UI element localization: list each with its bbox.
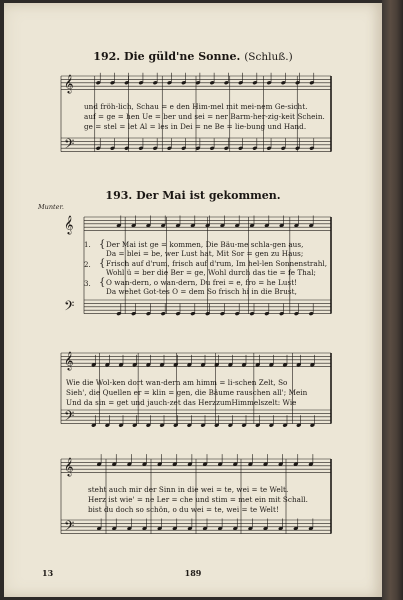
hymn-193-lyric-line: Wie die Wol-ken dort wan-dern am himm = li-schen Zelt, So bbox=[66, 378, 288, 387]
hymn-193-verse-line: Wohl ü = ber die Ber = ge, Wohl durch das tie = fe Thal; bbox=[106, 268, 317, 277]
hymn-193-verse-line: Frisch auf d'rum, frisch auf d'rum, Im hel-len Sonnenstrahl, bbox=[106, 259, 328, 268]
hymn-193-title: Der Mai ist gekommen. bbox=[136, 189, 281, 202]
hymn-192-heading bbox=[4, 50, 382, 63]
hymn-192-lyric-line: und fröh-lich, Schau = e den Him-mel mit mei-nem Ge-sicht. bbox=[84, 102, 308, 111]
hymn-193-lyric-line: Sieh', die Quellen er = klin = gen, die Bäume rauschen all'; Mein bbox=[66, 388, 308, 397]
hymn-193-verse-line: Da = blei = be, wer Lust hat, Mit Sor = gen zu Haus; bbox=[106, 249, 304, 258]
verse-brace: { bbox=[99, 258, 106, 269]
bass-clef-icon: 𝄢 bbox=[64, 298, 75, 317]
hymn-193-number: 193. bbox=[105, 189, 133, 202]
verse-number: 3. bbox=[84, 280, 91, 288]
hymn-193-verse-line: Da wehet Got-tes O = dem So frisch hi in die Brust, bbox=[106, 287, 297, 296]
bass-clef-icon: 𝄢 bbox=[64, 408, 75, 427]
verse-brace: { bbox=[99, 277, 106, 288]
page-number: 189 bbox=[184, 568, 202, 578]
book-spine bbox=[382, 0, 403, 600]
verse-number: 1. bbox=[84, 241, 91, 249]
hymn-192-subtitle: (Schluß.) bbox=[244, 51, 293, 63]
tempo-marking: Munter. bbox=[38, 203, 64, 211]
treble-clef-icon: 𝄞 bbox=[64, 215, 74, 234]
hymn-193-heading bbox=[4, 189, 382, 202]
signature-mark: 13 bbox=[42, 568, 54, 578]
bass-clef-icon: 𝄢 bbox=[64, 136, 75, 155]
hymn-193-lyric-line: bist du doch so schön, o du wei = te, wei = te Welt! bbox=[88, 505, 279, 514]
hymn-192-number: 192. bbox=[93, 50, 121, 63]
hymn-193-verse-line: O wan-dern, o wan-dern, Du frei = e, fro = he Lust! bbox=[106, 278, 298, 287]
treble-clef-icon: 𝄞 bbox=[64, 74, 74, 93]
bass-clef-icon: 𝄢 bbox=[64, 518, 75, 537]
hymn-192-lyric-line: auf = ge = hen Ue = ber und sei = ner Barm-her-zig-keit Schein. bbox=[84, 112, 325, 121]
verse-number: 2. bbox=[84, 261, 91, 269]
hymn-193-lyric-line: steht auch mir der Sinn in die wei = te, wei = te Welt. bbox=[88, 485, 289, 494]
verse-brace: { bbox=[99, 239, 106, 250]
hymn-193-lyric-line: Und da sin = get und jauch-zet das HerzzumHimmelszelt: Wie bbox=[66, 398, 297, 407]
hymn-192-lyric-line: ge = stel = let Al = les in Dei = ne Be = lie-bung und Hand. bbox=[84, 122, 307, 131]
treble-clef-icon: 𝄞 bbox=[64, 351, 74, 370]
treble-clef-icon: 𝄞 bbox=[64, 457, 74, 476]
hymn-193-verse-line: Der Mai ist ge = kommen, Die Bäu-me schla-gen aus, bbox=[106, 240, 304, 249]
hymn-192-title: Die güld'ne Sonne. bbox=[123, 50, 241, 63]
hymnal-page bbox=[4, 3, 382, 597]
hymn-193-lyric-line: Herz ist wie' = ne Ler = che und stim = met ein mit Schall. bbox=[88, 495, 308, 504]
